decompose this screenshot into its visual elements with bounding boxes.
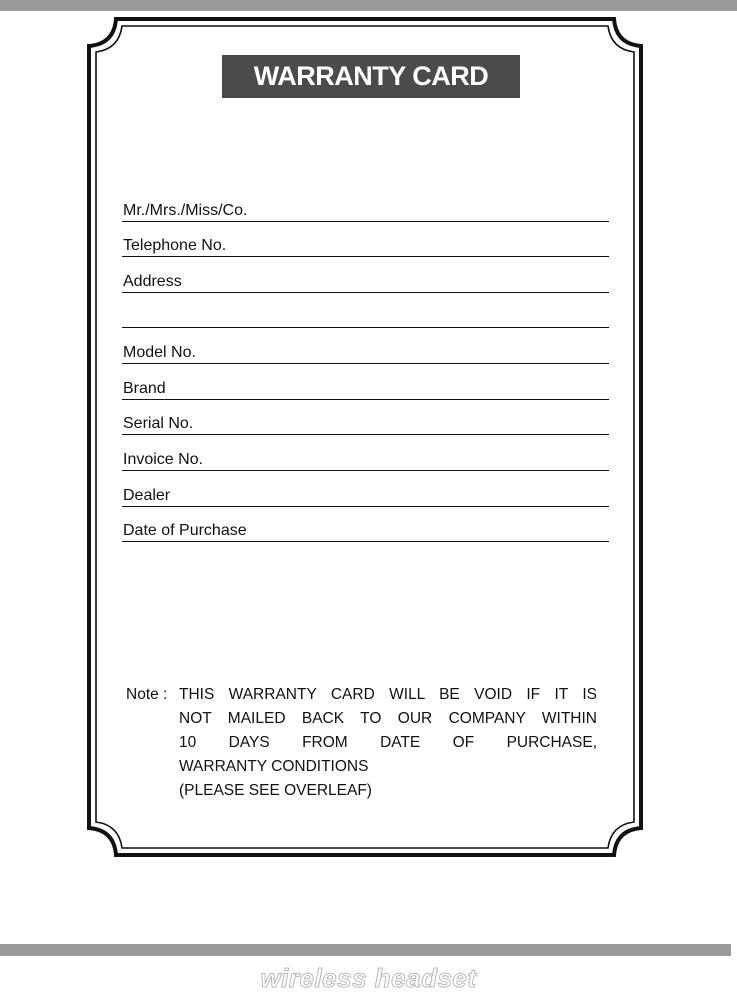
card-title: WARRANTY CARD [222,55,520,98]
note-line-4: WARRANTY CONDITIONS [179,758,369,775]
field-date-of-purchase [122,517,609,542]
note-text [179,683,597,803]
bottom-bar [0,944,731,956]
footer-product-name: wireless headset [260,963,477,993]
note-label: Note : [126,686,168,703]
note-line-2: NOT MAILED BACK TO OUR COMPANY WITHIN [179,710,597,727]
field-address-line-2 [122,303,609,328]
field-serial-label: Serial No. [123,415,194,432]
field-model [122,339,609,364]
field-model-label: Model No. [123,344,196,361]
field-invoice-label: Invoice No. [123,451,204,468]
top-bar [0,0,737,11]
field-name [122,197,609,222]
field-telephone-label: Telephone No. [123,237,227,254]
field-brand-label: Brand [123,380,166,397]
field-name-label: Mr./Mrs./Miss/Co. [123,202,248,219]
field-address-label: Address [123,273,182,290]
field-invoice [122,446,609,471]
note-line-5: (PLEASE SEE OVERLEAF) [179,782,372,799]
note-line-3: 10 DAYS FROM DATE OF PURCHASE, [179,734,597,751]
note-line-1: THIS WARRANTY CARD WILL BE VOID IF IT IS [179,686,597,703]
field-serial [122,410,609,435]
field-dealer [122,482,609,507]
field-telephone [122,232,609,257]
field-dealer-label: Dealer [123,487,171,504]
field-date-of-purchase-label: Date of Purchase [123,522,247,539]
field-brand [122,375,609,400]
field-address [122,268,609,293]
